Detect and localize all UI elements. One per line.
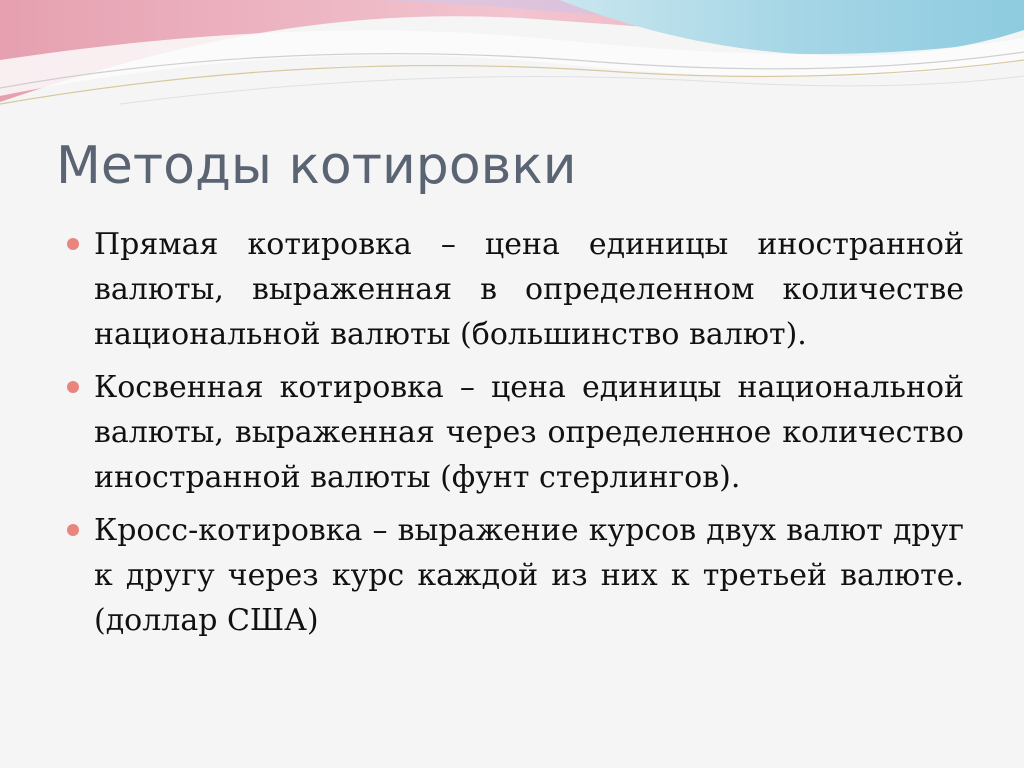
bullet-dot-icon	[67, 238, 79, 250]
bullet-text: Косвенная котировка – цена единицы национальной валюты, выраженная через определенное количество иностранной валюты (фунт стерлингов).	[94, 370, 964, 495]
bullet-list	[64, 222, 964, 651]
slide-title: Методы котировки	[56, 136, 577, 196]
bullet-item-indirect-quote	[64, 365, 964, 500]
bullet-text: Прямая котировка – цена единицы иностранной валюты, выраженная в определенном количестве национальной валюты (большинство валют).	[94, 227, 964, 352]
bullet-item-cross-rate	[64, 508, 964, 643]
bullet-text: Кросс-котировка – выражение курсов двух валют друг к другу через курс каждой из них к третьей валюте. (доллар США)	[94, 513, 964, 638]
bullet-dot-icon	[67, 381, 79, 393]
bullet-item-direct-quote	[64, 222, 964, 357]
decorative-wave-banner	[0, 0, 1024, 120]
bullet-dot-icon	[67, 524, 79, 536]
